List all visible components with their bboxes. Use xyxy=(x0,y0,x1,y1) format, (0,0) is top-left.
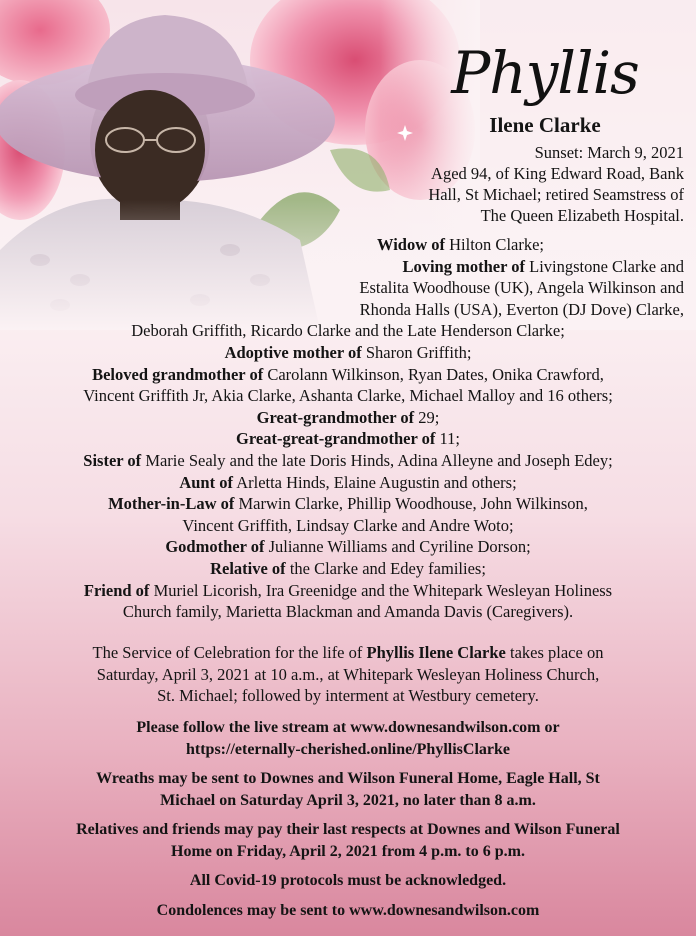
relation-line xyxy=(0,580,696,602)
notice-line: Michael on Saturday April 3, 2021, no later than 8 a.m. xyxy=(160,791,536,809)
service-intro-text: The Service of Celebration for the life of xyxy=(92,643,367,662)
relation-text: Vincent Griffith, Lindsay Clarke and Andre Woto; xyxy=(182,515,514,535)
relation-line xyxy=(0,601,696,623)
relation-line xyxy=(0,256,696,278)
relation-text: Julianne Williams and Cyriline Dorson; xyxy=(264,537,531,557)
relation-line xyxy=(0,407,696,429)
relation-lead: Friend of xyxy=(83,580,150,600)
intro-line: The Queen Elizabeth Hospital. xyxy=(480,206,684,225)
relation-text: Hilton Clarke; xyxy=(445,235,544,254)
service-intro-tail: takes place on xyxy=(505,643,604,662)
relation-line xyxy=(0,277,696,299)
notice-paragraph xyxy=(0,870,696,892)
relation-text: 11; xyxy=(435,429,460,449)
relation-text: Vincent Griffith Jr, Akia Clarke, Ashanta Clarke, Michael Malloy and 16 others; xyxy=(83,386,613,406)
relation-lead: Sister of xyxy=(83,450,142,470)
notice-paragraph xyxy=(0,717,696,760)
middle-last-name: Ilene Clarke xyxy=(489,113,601,137)
relation-lead: Beloved grandmother of xyxy=(92,364,264,384)
relation-lead: Aunt of xyxy=(179,472,233,492)
relation-line xyxy=(0,342,696,364)
relations-list xyxy=(0,234,696,623)
relation-text: Carolann Wilkinson, Ryan Dates, Onika Crawford, xyxy=(263,364,604,384)
notice-line: Please follow the live stream at www.downesandwilson.com or xyxy=(136,719,560,736)
notice-paragraph xyxy=(0,768,696,811)
notice-line: All Covid-19 protocols must be acknowledged. xyxy=(189,872,507,889)
relation-lead: Adoptive mother of xyxy=(224,342,362,362)
relation-text: Livingstone Clarke and xyxy=(524,256,684,276)
intro-line: Hall, St Michael; retired Seamstress of xyxy=(428,185,684,204)
relation-line xyxy=(0,234,696,256)
relation-lead: Widow of xyxy=(377,235,446,254)
relation-text: Sharon Griffith; xyxy=(361,342,472,362)
relation-line xyxy=(0,385,696,407)
relation-line xyxy=(0,299,696,321)
relation-line xyxy=(0,493,696,515)
relation-text: Marie Sealy and the late Doris Hinds, Adina Alleyne and Joseph Edey; xyxy=(141,450,613,470)
notice-paragraph xyxy=(0,819,696,862)
relation-line xyxy=(0,428,696,450)
relation-text: Muriel Licorish, Ira Greenidge and the Whitepark Wesleyan Holiness xyxy=(149,580,613,600)
sunset-date: Sunset: March 9, 2021 xyxy=(534,143,684,162)
intro-block xyxy=(284,142,684,226)
relation-lead: Loving mother of xyxy=(402,256,525,276)
relation-text: Estalita Woodhouse (UK), Angela Wilkinson and xyxy=(359,278,684,298)
relation-line xyxy=(0,515,696,537)
relation-text: Rhonda Halls (USA), Everton (DJ Dove) Clarke, xyxy=(359,299,684,319)
notice-line: Condolences may be sent to www.downesandwilson.com xyxy=(156,901,540,919)
notice-paragraph xyxy=(0,900,696,922)
relation-lead: Great-grandmother of xyxy=(256,407,415,427)
deceased-full-name: Phyllis Ilene Clarke xyxy=(366,643,506,662)
intro-line: Aged 94, of King Edward Road, Bank xyxy=(431,164,684,183)
notice-line: Wreaths may be sent to Downes and Wilson Funeral Home, Eagle Hall, St xyxy=(96,770,600,787)
relation-line xyxy=(0,536,696,558)
first-name: Phyllis xyxy=(451,39,639,107)
relation-text: the Clarke and Edey families; xyxy=(285,558,486,578)
relation-text: Deborah Griffith, Ricardo Clarke and the Late Henderson Clarke; xyxy=(131,321,565,341)
relation-lead: Relative of xyxy=(210,558,286,578)
service-details xyxy=(0,642,696,707)
service-line: Saturday, April 3, 2021 at 10 a.m., at Whitepark Wesleyan Holiness Church, xyxy=(96,664,600,684)
relation-lead: Great-great-grandmother of xyxy=(236,429,436,449)
notice-line: Home on Friday, April 2, 2021 from 4 p.m. to 6 p.m. xyxy=(171,842,525,860)
service-line xyxy=(0,642,696,664)
notices xyxy=(0,717,696,929)
relation-text: Marwin Clarke, Phillip Woodhouse, John Wilkinson, xyxy=(234,494,588,514)
notice-line: https://eternally-cherished.online/PhyllisClarke xyxy=(186,740,510,758)
relation-lead: Godmother of xyxy=(165,537,265,557)
relation-text: 29; xyxy=(414,407,440,427)
notice-line: Relatives and friends may pay their last respects at Downes and Wilson Funeral xyxy=(76,821,620,838)
relation-line xyxy=(0,472,696,494)
relation-text: Arletta Hinds, Elaine Augustin and others; xyxy=(232,472,517,492)
relation-line xyxy=(0,558,696,580)
relation-line xyxy=(0,364,696,386)
relation-line xyxy=(0,450,696,472)
relation-lead: Mother-in-Law of xyxy=(108,494,235,514)
service-line: St. Michael; followed by interment at Westbury cemetery. xyxy=(157,686,539,705)
relation-text: Church family, Marietta Blackman and Amanda Davis (Caregivers). xyxy=(122,602,574,622)
relation-line xyxy=(0,320,696,342)
